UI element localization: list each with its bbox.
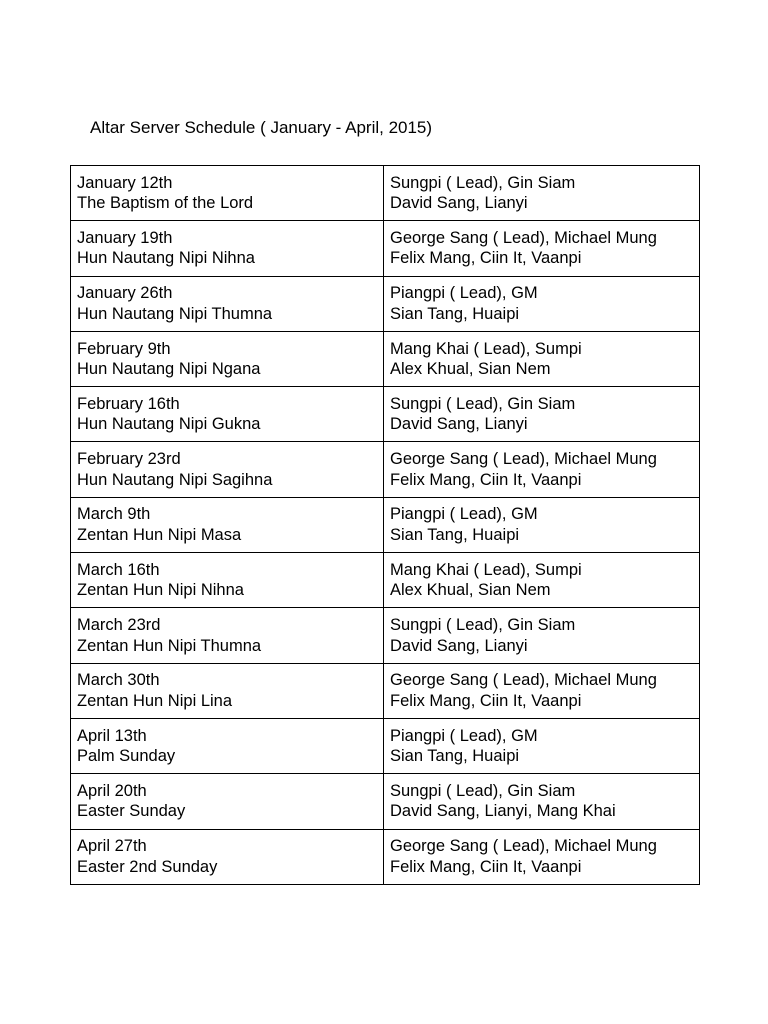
table-row bbox=[71, 221, 700, 276]
occasion-text: Hun Nautang Nipi Sagihna bbox=[77, 470, 273, 489]
servers-line-2: Felix Mang, Ciin It, Vaanpi bbox=[390, 470, 582, 489]
servers-line-2: Sian Tang, Huaipi bbox=[390, 747, 520, 766]
table-row bbox=[71, 718, 700, 773]
date-cell bbox=[71, 387, 384, 442]
date-cell bbox=[71, 553, 384, 608]
document-title: Altar Server Schedule ( January - April, 2015) bbox=[90, 118, 433, 137]
date-cell bbox=[71, 442, 384, 497]
servers-cell bbox=[384, 608, 700, 663]
table-row bbox=[71, 166, 700, 221]
date-text: April 20th bbox=[77, 781, 147, 800]
servers-line-1: George Sang ( Lead), Michael Mung bbox=[390, 228, 657, 247]
date-cell bbox=[71, 718, 384, 773]
servers-cell bbox=[384, 166, 700, 221]
occasion-text: Palm Sunday bbox=[77, 747, 176, 766]
schedule-table-body bbox=[71, 166, 700, 885]
servers-cell bbox=[384, 387, 700, 442]
servers-cell bbox=[384, 553, 700, 608]
date-cell bbox=[71, 608, 384, 663]
table-row bbox=[71, 497, 700, 552]
occasion-text: Easter Sunday bbox=[77, 802, 186, 821]
table-row bbox=[71, 442, 700, 497]
occasion-text: Zentan Hun Nipi Lina bbox=[77, 691, 233, 710]
servers-cell bbox=[384, 718, 700, 773]
occasion-text: Zentan Hun Nipi Thumna bbox=[77, 636, 262, 655]
occasion-text: Hun Nautang Nipi Thumna bbox=[77, 304, 273, 323]
date-text: January 12th bbox=[77, 173, 173, 192]
schedule-table bbox=[70, 165, 700, 885]
occasion-text: Zentan Hun Nipi Nihna bbox=[77, 581, 244, 600]
servers-line-1: George Sang ( Lead), Michael Mung bbox=[390, 671, 657, 690]
servers-cell bbox=[384, 331, 700, 386]
servers-line-1: Sungpi ( Lead), Gin Siam bbox=[390, 781, 576, 800]
date-text: February 9th bbox=[77, 339, 171, 358]
servers-line-1: George Sang ( Lead), Michael Mung bbox=[390, 837, 657, 856]
servers-line-2: Felix Mang, Ciin It, Vaanpi bbox=[390, 691, 582, 710]
occasion-text: Easter 2nd Sunday bbox=[77, 857, 218, 876]
servers-line-2: David Sang, Lianyi bbox=[390, 194, 528, 213]
servers-line-1: Sungpi ( Lead), Gin Siam bbox=[390, 173, 576, 192]
servers-cell bbox=[384, 276, 700, 331]
servers-cell bbox=[384, 497, 700, 552]
date-cell bbox=[71, 497, 384, 552]
servers-line-1: George Sang ( Lead), Michael Mung bbox=[390, 450, 657, 469]
servers-line-1: Piangpi ( Lead), GM bbox=[390, 284, 538, 303]
date-text: April 13th bbox=[77, 726, 147, 745]
date-text: February 16th bbox=[77, 394, 180, 413]
servers-line-1: Mang Khai ( Lead), Sumpi bbox=[390, 560, 582, 579]
servers-line-1: Mang Khai ( Lead), Sumpi bbox=[390, 339, 582, 358]
servers-cell bbox=[384, 829, 700, 884]
table-row bbox=[71, 553, 700, 608]
date-text: March 9th bbox=[77, 505, 151, 524]
servers-line-2: David Sang, Lianyi bbox=[390, 415, 528, 434]
date-text: January 26th bbox=[77, 284, 173, 303]
date-cell bbox=[71, 221, 384, 276]
servers-line-2: Alex Khual, Sian Nem bbox=[390, 581, 551, 600]
servers-cell bbox=[384, 774, 700, 829]
date-cell bbox=[71, 166, 384, 221]
occasion-text: The Baptism of the Lord bbox=[77, 194, 254, 213]
table-row bbox=[71, 276, 700, 331]
occasion-text: Hun Nautang Nipi Ngana bbox=[77, 360, 261, 379]
servers-cell bbox=[384, 221, 700, 276]
servers-line-1: Piangpi ( Lead), GM bbox=[390, 726, 538, 745]
servers-line-2: Sian Tang, Huaipi bbox=[390, 304, 520, 323]
servers-line-2: Sian Tang, Huaipi bbox=[390, 525, 520, 544]
date-text: March 16th bbox=[77, 560, 160, 579]
servers-cell bbox=[384, 663, 700, 718]
servers-line-2: Alex Khual, Sian Nem bbox=[390, 360, 551, 379]
date-text: March 30th bbox=[77, 671, 160, 690]
servers-line-2: David Sang, Lianyi bbox=[390, 636, 528, 655]
date-text: January 19th bbox=[77, 228, 173, 247]
date-text: February 23rd bbox=[77, 450, 181, 469]
servers-line-1: Sungpi ( Lead), Gin Siam bbox=[390, 616, 576, 635]
date-cell bbox=[71, 663, 384, 718]
table-row bbox=[71, 774, 700, 829]
occasion-text: Hun Nautang Nipi Gukna bbox=[77, 415, 261, 434]
date-cell bbox=[71, 331, 384, 386]
date-text: March 23rd bbox=[77, 616, 161, 635]
occasion-text: Hun Nautang Nipi Nihna bbox=[77, 249, 255, 268]
date-cell bbox=[71, 829, 384, 884]
table-row bbox=[71, 829, 700, 884]
servers-line-1: Sungpi ( Lead), Gin Siam bbox=[390, 394, 576, 413]
servers-line-1: Piangpi ( Lead), GM bbox=[390, 505, 538, 524]
servers-line-2: Felix Mang, Ciin It, Vaanpi bbox=[390, 249, 582, 268]
date-text: April 27th bbox=[77, 837, 147, 856]
servers-cell bbox=[384, 442, 700, 497]
date-cell bbox=[71, 276, 384, 331]
servers-line-2: Felix Mang, Ciin It, Vaanpi bbox=[390, 857, 582, 876]
table-row bbox=[71, 608, 700, 663]
table-row bbox=[71, 663, 700, 718]
date-cell bbox=[71, 774, 384, 829]
table-row bbox=[71, 331, 700, 386]
servers-line-2: David Sang, Lianyi, Mang Khai bbox=[390, 802, 616, 821]
occasion-text: Zentan Hun Nipi Masa bbox=[77, 525, 242, 544]
table-row bbox=[71, 387, 700, 442]
